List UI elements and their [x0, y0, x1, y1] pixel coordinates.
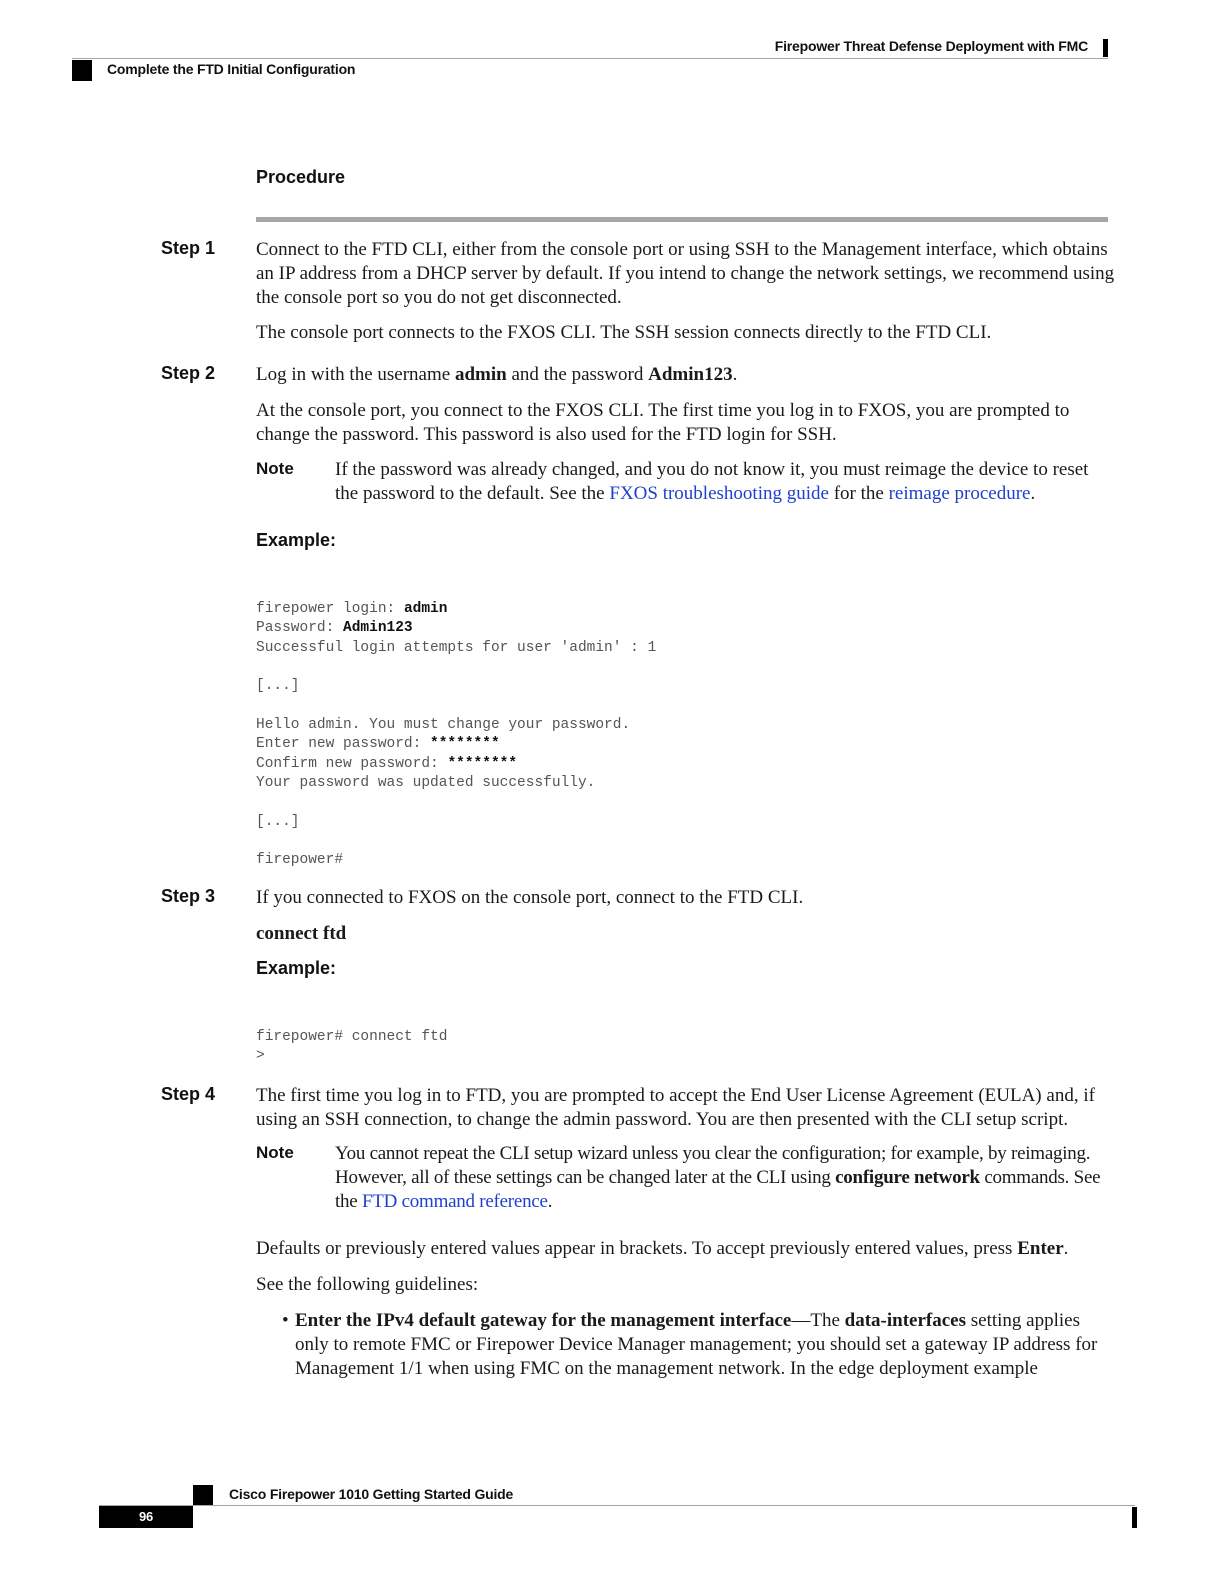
code-line: Password: Admin123: [256, 620, 413, 636]
step-2-paragraph: Log in with the username admin and the password Admin123.: [256, 364, 738, 385]
running-header-doc-title: Firepower Threat Defense Deployment with FMC: [774, 38, 1088, 54]
step-3-command: connect ftd: [256, 923, 347, 944]
step-4-paragraph: The first time you log in to FTD, you are prompted to accept the End User License Agreement (EULA) and, if using an SSH connection, to change the admin password. You are then presented with the CLI setup script.: [256, 1085, 1095, 1130]
code-line: >: [256, 1048, 265, 1064]
step-2-label: Step 2: [161, 363, 216, 383]
username-admin: admin: [454, 364, 507, 385]
code-line: firepower# connect ftd: [256, 1028, 448, 1045]
step-2-example-label: Example:: [256, 530, 337, 550]
code-line: Successful login attempts for user 'admin' : 1: [256, 639, 657, 656]
code-line: [...]: [256, 678, 300, 694]
page-number: 96: [138, 1509, 154, 1524]
step-4-paragraph-2: Defaults or previously entered values appear in brackets. To accept previously entered values, press Enter.: [256, 1238, 1069, 1259]
configure-network-command: configure network: [835, 1167, 980, 1188]
code-line: firepower login: admin: [256, 600, 448, 617]
code-line: Enter new password: ********: [256, 736, 500, 752]
reimage-procedure-link[interactable]: reimage procedure: [888, 483, 1031, 504]
code-line: [...]: [256, 813, 300, 830]
running-header-section-title: Complete the FTD Initial Configuration: [107, 61, 356, 77]
footer-rule: [99, 1505, 1135, 1506]
ftd-command-reference-link[interactable]: FTD command reference: [361, 1191, 548, 1212]
procedure-rule: [256, 217, 1108, 222]
fxos-troubleshooting-guide-link[interactable]: FXOS troubleshooting guide: [609, 483, 829, 504]
header-block-marker: [72, 60, 92, 81]
bullet-marker: •: [282, 1310, 289, 1331]
step-3-code-block: [256, 1008, 447, 1086]
code-line: Confirm new password: ********: [256, 755, 518, 772]
step-3-label: Step 3: [161, 886, 216, 906]
step-1-label: Step 1: [161, 238, 216, 258]
code-line: Hello admin. You must change your password.: [256, 716, 631, 733]
step-2-code-block: [256, 580, 656, 890]
code-line: firepower#: [256, 852, 344, 868]
step-2-note-text: If the password was already changed, and you do not know it, you must reimage the device to reset the password to the default. See the FXOS troubleshooting guide for the reimage procedure.: [335, 459, 1089, 504]
footer-block-marker: [193, 1485, 213, 1505]
procedure-heading: Procedure: [256, 167, 346, 187]
step-4-note-label: Note: [256, 1143, 294, 1162]
guideline-bullet-item: Enter the IPv4 default gateway for the management interface—The data-interfaces setting applies only to remote FMC or Firepower Device Manager management; you should set a gateway IP address for Management 1/1 when using FMC on the management network. In the edge deployment example: [295, 1310, 1098, 1379]
footer-bar-marker: [1132, 1507, 1137, 1528]
password-admin123: Admin123: [648, 364, 733, 385]
step-4-label: Step 4: [161, 1084, 216, 1104]
step-3-paragraph: If you connected to FXOS on the console port, connect to the FTD CLI.: [256, 887, 804, 908]
step-4-note-text: You cannot repeat the CLI setup wizard unless you clear the configuration; for example, by reimaging. However, all of these settings can be changed later at the CLI using configure network commands. See the FTD command reference.: [335, 1143, 1101, 1212]
header-bar-marker: [1103, 39, 1108, 57]
step-2-note-label: Note: [256, 459, 294, 478]
step-4-paragraph-3: See the following guidelines:: [256, 1274, 479, 1295]
enter-key: Enter: [1017, 1238, 1064, 1259]
step-1-paragraph-2: The console port connects to the FXOS CLI. The SSH session connects directly to the FTD CLI.: [256, 322, 992, 343]
code-line: Your password was updated successfully.: [256, 775, 596, 791]
step-3-example-label: Example:: [256, 958, 337, 978]
footer-guide-title: Cisco Firepower 1010 Getting Started Guide: [229, 1486, 514, 1502]
step-2-paragraph-2: At the console port, you connect to the FXOS CLI. The first time you log in to FXOS, you are prompted to change the password. This password is also used for the FTD login for SSH.: [256, 400, 1070, 445]
header-rule: [72, 58, 1108, 59]
step-1-paragraph: Connect to the FTD CLI, either from the console port or using SSH to the Management interface, which obtains an IP address from a DHCP server by default. If you intend to change the network settings, we recommend using the console port so you do not get disconnected.: [256, 239, 1115, 308]
